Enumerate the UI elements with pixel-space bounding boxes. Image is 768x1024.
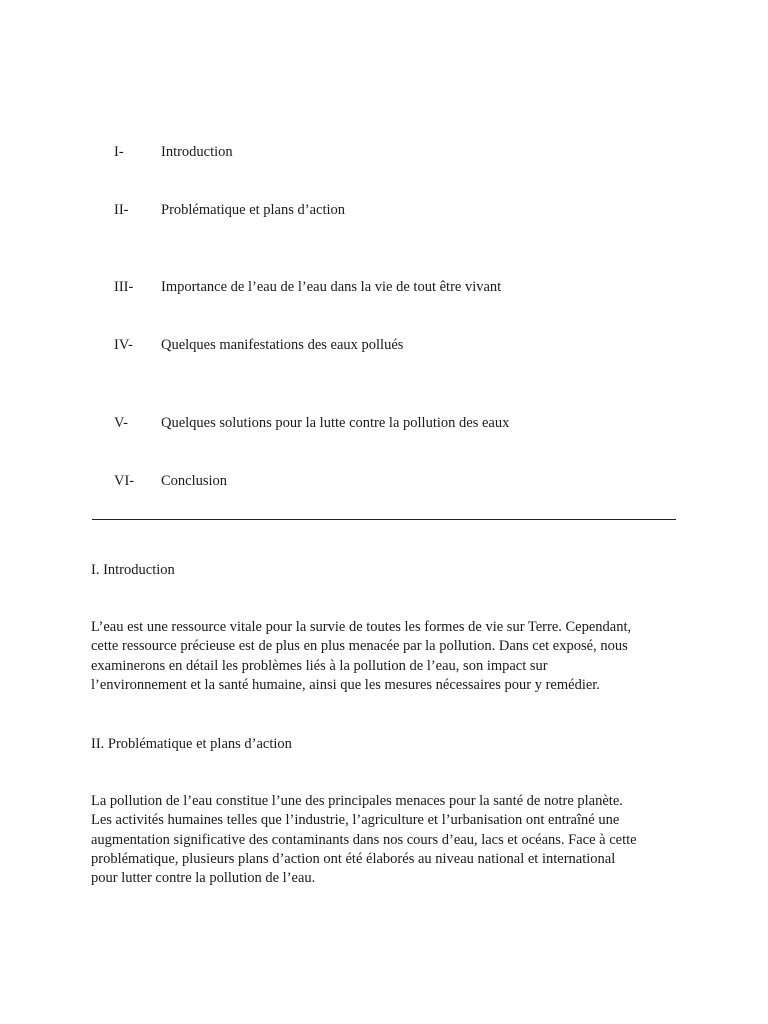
toc-item-title: Conclusion bbox=[161, 473, 228, 489]
toc-item-number: III- bbox=[114, 279, 134, 295]
toc-item-title: Quelques manifestations des eaux pollués bbox=[161, 337, 404, 353]
toc-item bbox=[114, 277, 501, 297]
toc-item bbox=[114, 142, 233, 162]
toc-item bbox=[114, 200, 345, 220]
toc-item-number: II- bbox=[114, 202, 129, 218]
paragraph-line: cette ressource précieuse est de plus en plus menacée par la pollution. Dans cet exposé, nous bbox=[91, 638, 628, 655]
paragraph-line: Les activités humaines telles que l’industrie, l’agriculture et l’urbanisation ont entraîné une bbox=[91, 812, 620, 829]
toc-item bbox=[114, 335, 403, 355]
section-heading: II. Problématique et plans d’action bbox=[91, 736, 292, 752]
paragraph-line: La pollution de l’eau constitue l’une des principales menaces pour la santé de notre planète. bbox=[91, 793, 623, 809]
toc-item bbox=[114, 471, 227, 491]
section-paragraph bbox=[91, 792, 681, 888]
toc-item-title: Quelques solutions pour la lutte contre la pollution des eaux bbox=[161, 415, 510, 431]
paragraph-line: L’eau est une ressource vitale pour la survie de toutes les formes de vie sur Terre. Cependant, bbox=[91, 619, 632, 635]
horizontal-divider bbox=[92, 519, 676, 520]
paragraph-line: pour lutter contre la pollution de l’eau. bbox=[91, 870, 316, 887]
paragraph-line: l’environnement et la santé humaine, ainsi que les mesures nécessaires pour y remédier. bbox=[91, 676, 600, 693]
section-paragraph bbox=[91, 618, 681, 695]
toc-item-title: Problématique et plans d’action bbox=[161, 202, 346, 218]
toc-item bbox=[114, 413, 509, 433]
toc-item-number: V- bbox=[114, 415, 128, 431]
toc-item-title: Importance de l’eau de l’eau dans la vie de tout être vivant bbox=[161, 279, 502, 295]
toc-item-number: IV- bbox=[114, 337, 133, 353]
toc-item-title: Introduction bbox=[161, 144, 233, 160]
paragraph-line: augmentation significative des contaminants dans nos cours d’eau, lacs et océans. Face à cette bbox=[91, 831, 637, 848]
paragraph-line: problématique, plusieurs plans d’action ont été élaborés au niveau national et international bbox=[91, 850, 616, 867]
toc-item-number: VI- bbox=[114, 473, 135, 489]
section-heading: I. Introduction bbox=[91, 562, 175, 578]
toc-item-number: I- bbox=[114, 144, 124, 160]
paragraph-line: examinerons en détail les problèmes liés à la pollution de l’eau, son impact sur bbox=[91, 657, 548, 674]
